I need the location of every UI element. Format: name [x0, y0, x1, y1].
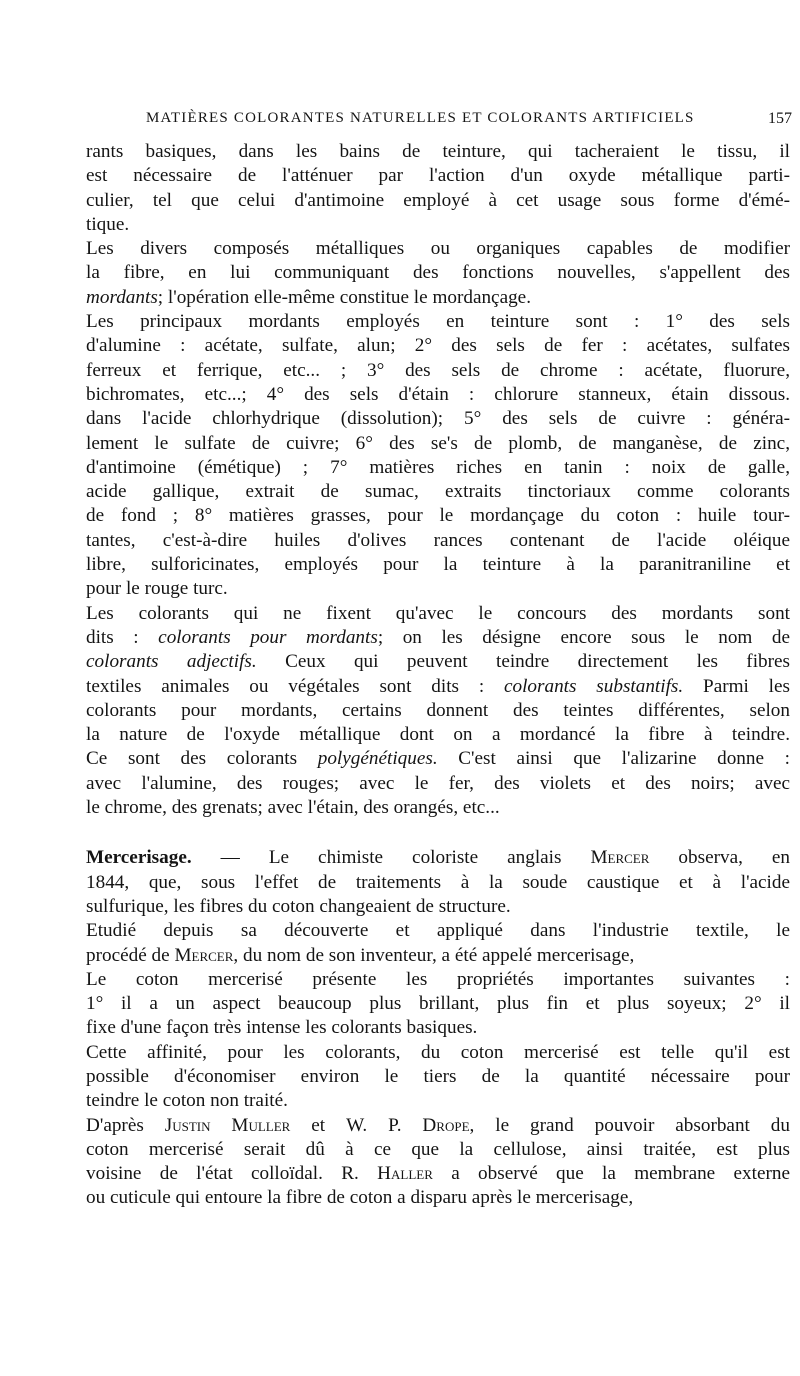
text-line: acide gallique, extrait de sumac, extraits tinctoriaux comme colorants — [86, 481, 790, 503]
text-line: culier, tel que celui d'antimoine employé à cet usage sous forme d'émé- — [86, 189, 790, 211]
text-line: la nature de l'oxyde métallique dont on a mordancé la fibre à teindre. — [86, 724, 790, 746]
paragraph-9 — [86, 1114, 790, 1211]
paragraph-8 — [86, 1041, 790, 1114]
text-fragment: , le grand pouvoir absorbant du — [469, 1114, 790, 1136]
term-colorants-substantifs: colorants substantifs. — [503, 675, 684, 697]
text-line — [86, 675, 790, 699]
running-head — [86, 110, 796, 134]
paragraph-7 — [86, 968, 790, 1041]
text-line: Les colorants qui ne fixent qu'avec le concours des mordants sont — [86, 602, 790, 624]
text-line: tique. — [86, 213, 130, 235]
text-fragment: textiles animales ou végétales sont dits : — [86, 675, 504, 697]
text-fragment: a observé que la membrane externe — [432, 1163, 790, 1185]
text-line: lement le sulfate de cuivre; 6° des se's de plomb, de manganèse, de zinc, — [86, 432, 790, 454]
text-line: 1844, que, sous l'effet de traitements à la soude caustique et à l'acide — [86, 871, 790, 893]
text-line: colorants pour mordants, certains donnent des teintes différentes, selon — [86, 699, 790, 721]
body-text — [86, 140, 790, 1211]
text-line: Cette affinité, pour les colorants, du coton mercerisé est telle qu'il est — [86, 1041, 790, 1063]
text-fragment: dits : — [86, 626, 159, 648]
text-fragment: et — [290, 1114, 347, 1136]
text-line: Les principaux mordants employés en teinture sont : 1° des sels — [86, 311, 790, 333]
text-fragment: Parmi les — [683, 675, 790, 697]
text-line: Etudié depuis sa découverte et appliqué dans l'industrie textile, le — [86, 920, 790, 942]
paragraph-3 — [86, 310, 790, 602]
text-fragment: C'est ainsi que l'alizarine donne : — [437, 748, 790, 770]
text-fragment: — Le chimiste coloriste anglais — [191, 847, 591, 869]
text-fragment: ; on les désigne encore sous le nom de — [377, 626, 791, 648]
text-fragment: Ceux qui peuvent teindre directement les fibres — [256, 651, 790, 673]
text-fragment: voisine de l'état colloïdal. — [86, 1163, 342, 1185]
text-line: libre, sulforicinates, employés pour la teinture à la paranitraniline et — [86, 554, 790, 576]
term-colorants-adjectifs: colorants adjectifs. — [86, 651, 257, 673]
text-fragment: observa, en — [649, 847, 790, 869]
text-line: rants basiques, dans les bains de teinture, qui tacheraient le tissu, il — [86, 141, 790, 162]
text-line: ou cuticule qui entoure la fibre de coton a disparu après le mercerisage, — [86, 1187, 634, 1209]
text-line — [86, 286, 790, 310]
text-line: sulfurique, les fibres du coton changeaient de structure. — [86, 895, 511, 917]
text-line — [86, 944, 790, 968]
text-line: d'antimoine (émétique) ; 7° matières riches en tanin : noix de galle, — [86, 456, 790, 478]
author-name: Mercer — [174, 944, 234, 966]
text-line: fixe d'une façon très intense les colorants basiques. — [86, 1017, 478, 1039]
text-line — [86, 626, 790, 650]
text-fragment: ; l'opération elle-même constitue le mordançage. — [157, 286, 531, 308]
text-fragment: D'après — [86, 1114, 165, 1136]
paragraph-2 — [86, 237, 790, 310]
author-name: W. P. Drope — [346, 1114, 470, 1136]
running-title: MATIÈRES COLORANTES NATURELLES ET COLORANTS ARTIFICIELS — [146, 110, 695, 126]
paragraph-1 — [86, 140, 790, 237]
text-line: le chrome, des grenats; avec l'étain, des orangés, etc... — [86, 797, 500, 819]
text-line: d'alumine : acétate, sulfate, alun; 2° des sels de fer : acétates, sulfates — [86, 335, 790, 357]
text-fragment: Ce sont des colorants — [86, 748, 318, 770]
text-line: la fibre, en lui communiquant des fonctions nouvelles, s'appellent des — [86, 262, 790, 284]
text-fragment: , du nom de son inventeur, a été appelé mercerisage, — [233, 944, 635, 966]
text-line: coton mercerisé serait dû à ce que la cellulose, ainsi traitée, est plus — [86, 1138, 790, 1160]
paragraph-4 — [86, 602, 790, 821]
text-line: bichromates, etc...; 4° des sels d'étain : chlorure stanneux, étain dissous. — [86, 383, 790, 405]
section-heading: Mercerisage. — [86, 847, 192, 869]
term-mordants: mordants — [86, 286, 158, 308]
text-line: est nécessaire de l'atténuer par l'action d'un oxyde métallique parti- — [86, 165, 790, 187]
author-name: R. Haller — [341, 1163, 433, 1185]
page-number: 157 — [768, 110, 792, 127]
author-name: Mercer — [590, 847, 650, 869]
text-line: teindre le coton non traité. — [86, 1090, 288, 1112]
text-line — [86, 1162, 790, 1186]
text-fragment: procédé de — [86, 944, 175, 966]
term-colorants-pour-mordants: colorants pour mordants — [158, 626, 378, 648]
text-line — [86, 846, 790, 870]
paragraph-6 — [86, 919, 790, 968]
text-line: possible d'économiser environ le tiers de la quantité nécessaire pour — [86, 1065, 790, 1087]
text-line: Les divers composés métalliques ou organiques capables de modifier — [86, 238, 790, 260]
text-line — [86, 747, 790, 771]
text-line: dans l'acide chlorhydrique (dissolution); 5° des sels de cuivre : généra- — [86, 408, 790, 430]
text-line — [86, 650, 790, 674]
author-name: Justin Muller — [164, 1114, 291, 1136]
text-line: pour le rouge turc. — [86, 578, 228, 600]
section-spacer — [86, 820, 790, 846]
text-line: de fond ; 8° matières grasses, pour le mordançage du coton : huile tour- — [86, 505, 790, 527]
text-line: ferreux et ferrique, etc... ; 3° des sels de chrome : acétate, fluorure, — [86, 359, 790, 381]
text-line — [86, 1114, 790, 1138]
text-line: tantes, c'est-à-dire huiles d'olives rances contenant de l'acide oléique — [86, 529, 790, 551]
term-polygenetiques: polygénétiques. — [317, 748, 438, 770]
text-line: 1° il a un aspect beaucoup plus brillant, plus fin et plus soyeux; 2° il — [86, 993, 790, 1015]
text-line: Le coton mercerisé présente les propriétés importantes suivantes : — [86, 968, 790, 990]
text-line: avec l'alumine, des rouges; avec le fer, des violets et des noirs; avec — [86, 772, 790, 794]
paragraph-mercerisage — [86, 846, 790, 919]
